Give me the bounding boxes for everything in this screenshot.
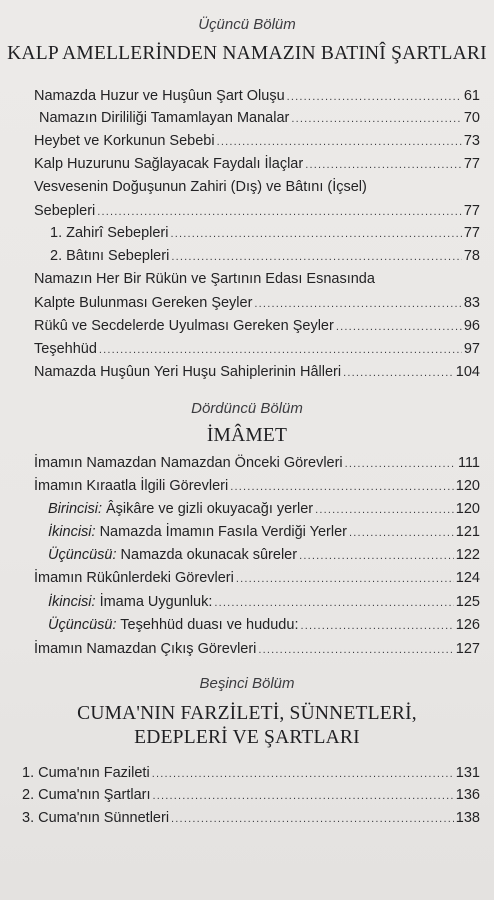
toc-entry — [50, 222, 480, 244]
toc-entry-page: 125 — [455, 594, 480, 610]
leader-dots — [345, 453, 456, 475]
toc-entry-text: İmamın Namazdan Çıkış Görevleri — [34, 641, 257, 657]
toc-entry-page: 121 — [455, 524, 480, 540]
toc-entry-text: 2. Bâtını Sebepleri — [50, 248, 170, 264]
toc-entry — [34, 85, 480, 107]
toc-entry — [34, 153, 480, 175]
toc-entry-page: 120 — [455, 501, 480, 517]
toc-entry — [34, 268, 480, 290]
section-title: İMÂMET — [206, 425, 288, 446]
leader-dots — [300, 615, 453, 637]
toc-entry — [34, 315, 480, 337]
toc-entry-text: Rükû ve Secdelerde Uyulması Gereken Şeyler — [34, 318, 334, 334]
toc-entry-text: Namazda İmamın Fasıla Verdiği Yerler — [99, 524, 347, 540]
toc-entry-page: 104 — [455, 364, 480, 380]
leader-dots — [287, 86, 462, 108]
toc-entry — [22, 762, 480, 784]
toc-entry — [48, 498, 480, 520]
toc-entry-text: İmama Uygunluk: — [99, 594, 213, 610]
toc-entry — [34, 361, 480, 383]
toc-entry — [48, 614, 480, 636]
section-title: KALP AMELLERİNDEN NAMAZIN BATINÎ ŞARTLARI — [7, 43, 487, 64]
leader-dots — [171, 246, 462, 268]
toc-entry — [48, 544, 480, 566]
toc-entry-page: 124 — [455, 570, 480, 586]
toc-entry-text: Âşikâre ve gizli okuyacağı yerler — [106, 501, 314, 517]
toc-entry-page: 97 — [463, 341, 480, 357]
toc-entry — [48, 521, 480, 543]
toc-entry — [34, 567, 480, 589]
leader-dots — [217, 131, 462, 153]
toc-entry — [39, 107, 480, 129]
toc-entry-text: Kalp Huzurunu Sağlayacak Faydalı İlaçlar — [34, 156, 304, 172]
toc-entry — [22, 807, 480, 829]
leader-dots — [336, 316, 462, 338]
toc-entry — [34, 292, 480, 314]
toc-entry-page: 120 — [455, 478, 480, 494]
leader-dots — [170, 223, 461, 245]
toc-entry-page: 122 — [455, 547, 480, 563]
leader-dots — [230, 476, 454, 498]
toc-entry-text: İmamın Kıraatla İlgili Görevleri — [34, 478, 229, 494]
toc-entry-text: 2. Cuma'nın Şartları — [22, 787, 151, 803]
section-label: Beşinci Bölüm — [199, 675, 295, 692]
toc-entry-page: 83 — [463, 295, 480, 311]
toc-entry-text: Teşehhüd duası ve hududu: — [120, 617, 299, 633]
toc-entry — [34, 200, 480, 222]
toc-entry-text: Namazın Her Bir Rükün ve Şartının Edası Esnasında — [34, 271, 375, 287]
section-label: Üçüncü Bölüm — [198, 16, 296, 33]
toc-entry-prefix: Birincisi: — [48, 501, 102, 517]
toc-entry-text: Kalpte Bulunması Gereken Şeyler — [34, 295, 253, 311]
leader-dots — [153, 785, 454, 807]
toc-entry-text: Namazda okunacak sûreler — [120, 547, 298, 563]
toc-entry-text: Heybet ve Korkunun Sebebi — [34, 133, 215, 149]
toc-entry-text: Namazın Dirililiği Tamamlayan Manalar — [39, 110, 290, 126]
toc-entry-text: İmamın Rükûnlerdeki Görevleri — [34, 570, 234, 586]
toc-entry-page: 78 — [463, 248, 480, 264]
toc-entry-page: 73 — [463, 133, 480, 149]
toc-entry-text: İmamın Namazdan Namazdan Önceki Görevleri — [34, 455, 343, 471]
toc-entry-text: Vesvesenin Doğuşunun Zahiri (Dış) ve Bâtını (İçsel) — [34, 179, 367, 195]
toc-entry-text: 3. Cuma'nın Sünnetleri — [22, 810, 170, 826]
toc-entry — [48, 591, 480, 613]
toc-entry-prefix: Üçüncüsü: — [48, 547, 117, 563]
leader-dots — [171, 808, 454, 830]
toc-entry-page: 77 — [463, 156, 480, 172]
leader-dots — [99, 339, 462, 361]
section-title: CUMA'NIN FARZİLETİ, SÜNNETLERİ, — [77, 703, 417, 724]
toc-entry — [34, 475, 480, 497]
toc-entry-page: 70 — [463, 110, 480, 126]
toc-entry — [34, 638, 480, 660]
leader-dots — [254, 293, 461, 315]
leader-dots — [152, 763, 454, 785]
leader-dots — [97, 201, 462, 223]
section-title: EDEPLERİ VE ŞARTLARI — [134, 727, 360, 748]
toc-entry-prefix: Üçüncüsü: — [48, 617, 117, 633]
toc-entry-page: 77 — [463, 203, 480, 219]
toc-entry-page: 111 — [457, 455, 480, 471]
toc-entry-page: 61 — [463, 88, 480, 104]
leader-dots — [214, 592, 453, 614]
toc-entry-text: 1. Cuma'nın Fazileti — [22, 765, 150, 781]
toc-entry-page: 136 — [455, 787, 480, 803]
toc-entry-text: Sebepleri — [34, 203, 96, 219]
toc-entry-prefix: İkincisi: — [48, 594, 96, 610]
leader-dots — [258, 639, 453, 661]
toc-entry — [34, 338, 480, 360]
leader-dots — [305, 154, 462, 176]
toc-entry-page: 77 — [463, 225, 480, 241]
leader-dots — [236, 568, 454, 590]
toc-entry-text: Namazda Huşûun Yeri Huşu Sahiplerinin Hâlleri — [34, 364, 342, 380]
toc-entry-text: Namazda Huzur ve Huşûun Şart Oluşu — [34, 88, 285, 104]
toc-entry — [22, 784, 480, 806]
toc-entry-text: 1. Zahirî Sebepleri — [50, 225, 169, 241]
toc-entry — [34, 130, 480, 152]
toc-entry-prefix: İkincisi: — [48, 524, 96, 540]
leader-dots — [299, 545, 454, 567]
toc-entry-text: Teşehhüd — [34, 341, 97, 357]
leader-dots — [291, 108, 462, 130]
section-label: Dördüncü Bölüm — [191, 400, 303, 417]
toc-entry-page: 96 — [463, 318, 480, 334]
leader-dots — [315, 499, 454, 521]
toc-entry — [34, 452, 480, 474]
toc-entry-page: 138 — [455, 810, 480, 826]
toc-entry-page: 131 — [455, 765, 480, 781]
leader-dots — [343, 362, 454, 384]
toc-entry-page: 126 — [455, 617, 480, 633]
toc-entry — [50, 245, 480, 267]
leader-dots — [349, 522, 454, 544]
toc-entry-page: 127 — [455, 641, 480, 657]
toc-entry — [34, 176, 480, 198]
